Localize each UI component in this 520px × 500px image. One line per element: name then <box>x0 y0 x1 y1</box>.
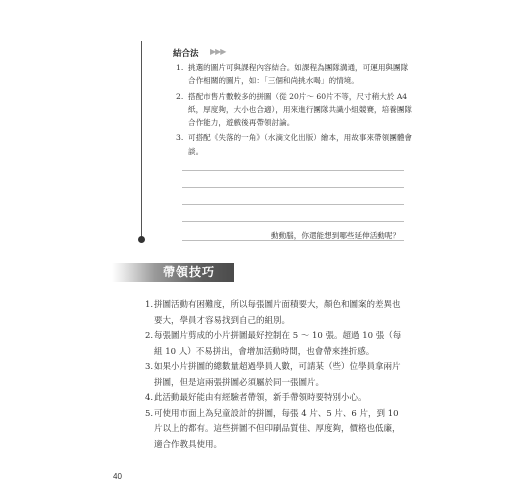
item-number: 2. <box>176 91 184 101</box>
margin-rule <box>141 41 142 239</box>
item-text: 可搭配《失落的一角》（水滴文化出版）繪本，用故事來帶領團體會談。 <box>188 133 413 156</box>
tips-list <box>145 298 407 453</box>
triple-arrow-icon: ▶▶▶ <box>210 47 226 56</box>
reflection-question: 動動腦，你還能想到哪些延伸活動呢？ <box>271 231 401 240</box>
item-number: 2. <box>145 331 154 341</box>
section-heading: 帶領技巧 <box>163 265 216 279</box>
sidebar-list-item <box>176 90 412 130</box>
item-text: 拼圖活動有困難度，所以每張圖片面積要大，顏色和圖案的差異也要大，學員才容易找到自己的組別。 <box>154 300 401 326</box>
item-number: 3. <box>176 133 184 143</box>
note-line <box>182 187 404 188</box>
tip-item <box>145 391 407 407</box>
item-text: 每張圖片剪成的小片拼圖最好控制在 5 ～ 10 張。超過 10 張（每組 10 人）不易拼出，會增加活動時間，也會帶來挫折感。 <box>154 331 402 357</box>
item-number: 1. <box>145 300 154 310</box>
tip-item <box>145 407 407 454</box>
note-line <box>182 221 404 222</box>
item-number: 4. <box>145 393 154 403</box>
page-number: 40 <box>113 472 122 481</box>
item-text: 挑選的圖片可與課程內容結合。如課程為團隊溝通，可運用與團隊合作相關的圖片，如：「三個和尚挑水喝」的情境。 <box>188 63 409 86</box>
item-number: 1. <box>176 63 184 72</box>
item-text: 如果小片拼圖的總數量超過學員人數，可請某（些）位學員拿兩片拼圖，但是這兩張拼圖必須屬於同一張圖片。 <box>154 362 401 388</box>
sidebar-list <box>176 61 412 160</box>
item-text: 搭配市售片數較多的拼圖（從 20片～ 60片不等，尺寸稍大於 A4紙，厚度夠，大小也合適），用來進行團隊共識小組競賽，培養團隊合作能力，遊戲後再帶領討論。 <box>188 91 413 128</box>
tip-item <box>145 329 407 360</box>
sidebar-list-item <box>176 131 412 158</box>
note-line <box>182 170 404 171</box>
sidebar-title: 結合法 <box>173 49 199 59</box>
item-text: 可使用市面上為兒童設計的拼圖，每張 4 片、5 片、6 片，到 10 片以上的都有。這些拼圖不但印刷品質佳、厚度夠，價格也低廉，適合作教具使用。 <box>154 408 401 450</box>
tip-item <box>145 298 407 329</box>
sidebar-list-item <box>176 61 412 88</box>
margin-rule-dot <box>138 236 145 243</box>
tip-item <box>145 360 407 391</box>
item-text: 此活動最好能由有經驗者帶領，新手帶領時要特別小心。 <box>154 393 367 403</box>
note-line <box>182 204 404 205</box>
item-number: 3. <box>145 362 154 372</box>
item-number: 5. <box>145 408 154 419</box>
